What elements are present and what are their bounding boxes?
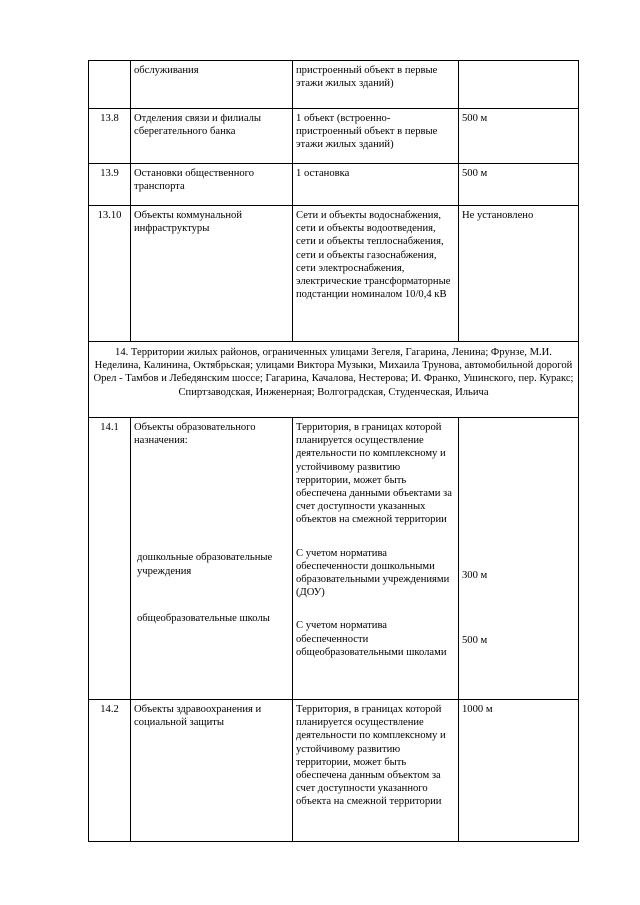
table-row [89,109,579,164]
document-page [88,60,578,842]
distance-cell [459,206,579,342]
object-name-cell [131,61,293,109]
section-header-row [89,342,579,418]
norms-table [88,60,579,842]
measure-cell [293,61,459,109]
distance-text: 500 м [462,113,488,124]
object-name: Объекты здравоохранения и социальной защиты [134,704,262,729]
measure-cell [293,164,459,206]
table-row [89,206,579,342]
row-number-cell [89,206,131,342]
row-number: 14.2 [100,704,119,715]
distance-cell [459,700,579,842]
object-name-cell [131,164,293,206]
object-name-cell [131,418,293,700]
table-row [89,418,579,700]
distance-cell [459,109,579,164]
row-number-cell [89,109,131,164]
row-number: 13.8 [100,113,119,124]
distance-text: 300 м [462,570,488,581]
object-name: Объекты образовательного назначения: [134,422,256,447]
object-name-cell [131,206,293,342]
subobject-name: дошкольные образовательные учреждения [137,552,273,577]
object-name-cell [131,109,293,164]
table-row [89,700,579,842]
table-row [89,61,579,109]
distance-text: 1000 м [462,704,493,715]
row-number-cell [89,61,131,109]
measure-text: Территория, в границах которой планируется осуществление деятельности по комплексному и устойчивому развитию территории, может быть обеспечена данным объектом за счет доступности указанного объекта на смежной территории [296,704,446,808]
measure-text: 1 остановка [296,168,350,179]
object-name: Остановки общественного транспорта [134,168,255,193]
measure-text: Сети и объекты водоснабжения, сети и объекты водоотведения, сети и объекты теплоснабжения, сети и объекты газоснабжения, сети электроснабжения, электрические трансформаторные подстанции номиналом 10/0,4 кВ [296,210,451,301]
section-title: 14. Территории жилых районов, ограниченных улицами Зегеля, Гагарина, Ленина; Фрунзе, М.И. Неделина, Калинина, Октябрьская; улицами Виктора Музыки, Михаила Трунова, автомобильной дорогой Орел - Тамбов и Лебедянским шоссе; Гагарина, Качалова, Нестерова; И. Франко, Ушинского, пер. Куракс; Спиртзаводская, Инженерная; Волгоградская, Студенческая, Ильича [93,347,574,398]
row-number-cell [89,418,131,700]
object-name: Объекты коммунальной инфраструктуры [134,210,242,235]
distance-text: Не установлено [462,210,534,221]
measure-text: С учетом норматива обеспеченности дошкольными образовательными учреждениями (ДОУ) [296,547,450,599]
measure-cell [293,206,459,342]
measure-cell [293,109,459,164]
distance-text: 500 м [462,168,488,179]
measure-cell [293,700,459,842]
table-row [89,164,579,206]
distance-cell [459,164,579,206]
distance-cell [459,418,579,700]
distance-text: 500 м [462,635,488,647]
row-number: 13.9 [100,168,119,179]
row-number-cell [89,700,131,842]
row-number-cell [89,164,131,206]
object-name: Отделения связи и филиалы сберегательного банка [134,113,262,138]
object-name: обслуживания [134,65,199,76]
measure-cell [293,418,459,700]
subobject-name: общеобразовательные школы [137,612,270,624]
measure-text: Территория, в границах которой планируется осуществление деятельности по комплексному и устойчивому развитию территории, может быть обеспечена данными объектами за счет доступности указанных объектов на смежной территории [296,422,452,526]
row-number: 13.10 [97,210,122,221]
object-name-cell [131,700,293,842]
section-header-cell [89,342,579,418]
distance-cell [459,61,579,109]
measure-text: С учетом норматива обеспеченности общеобразовательными школами [296,620,447,658]
measure-text: 1 объект (встроенно-пристроенный объект в первые этажи жилых зданий) [296,113,438,151]
measure-text: пристроенный объект в первые этажи жилых зданий) [296,65,438,90]
row-number: 14.1 [100,422,119,433]
